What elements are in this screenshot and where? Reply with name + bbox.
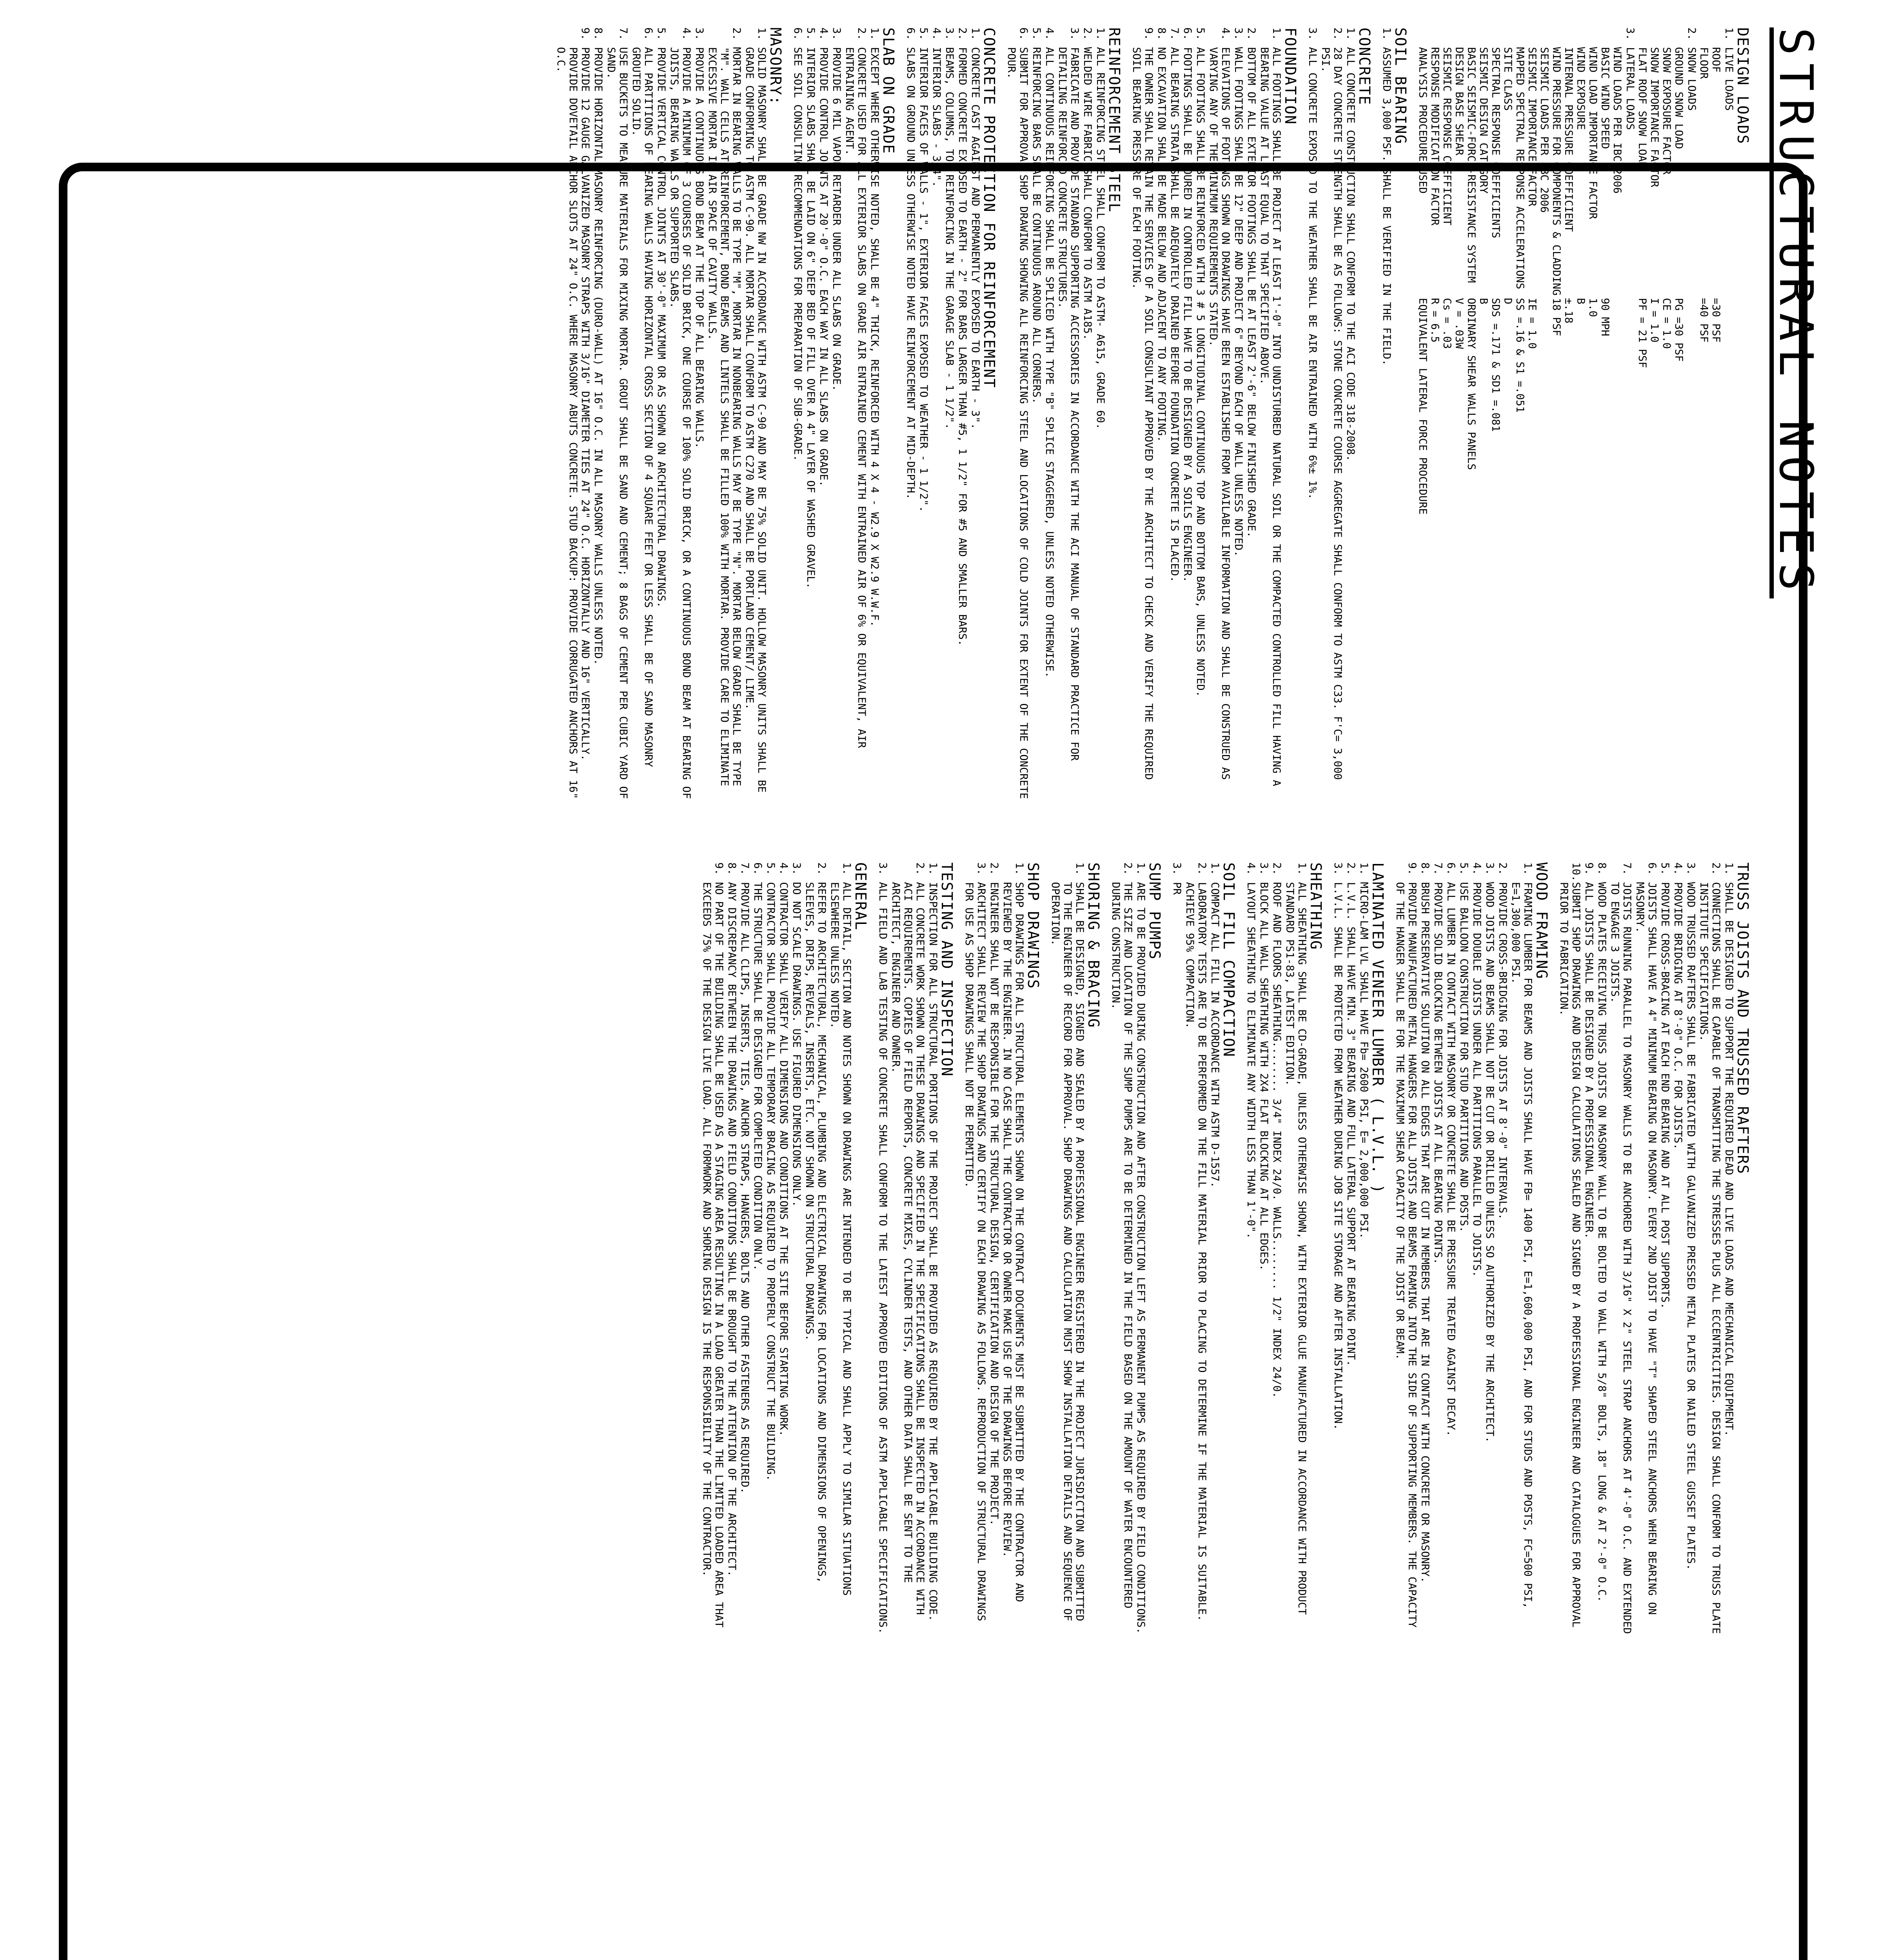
- note-item: 2. MORTAR IN BEARING WALLS TO BE TYPE "M", MORTAR IN NONBEARING WALLS MAY BE TYPE "N". MORTAR BELOW GRADE SHALL BE TYPE "M". WALL CELLS AT REINFORCEMENT, BOND BEAMS AND LINTELS SHALL BE FILLED 100% WITH MORTAR. PROVIDE CARE TO ELIMINATE EXCESSIVE MORTAR IN AIR SPACE OF CAVITY WALLS.: [706, 27, 743, 786]
- note-item: 1. MICRO-LAM LVL SHALL HAVE Fb= 2600 PSI, E= 2,000,000 PSI.: [1358, 862, 1370, 1239]
- section-design-loads: DESIGN LOADS 1. LIVE LOADS ROOF =30 PSF FLOOR =40 PSF 2. SNOW LOADS GROUND SNOW LOAD PG =30 PSF SNOW EXPOSURE FACTOR CE = 1.0 SNOW IMPORTANCE FACTOR I = 1.0 FLAT ROOF SNOW LOAD PF = 21 PSF 3. LATERAL LOADS WIND LOADS PER IBC 2006 BASIC WIND SPEED 90 MPH WIND LOAD IMPORTANCE FACTOR 1.0 WIND EXPOSURE B INTERNAL PRESSURE COEFFICIENT ±.18 WIND PRESSURE FOR COMPONENTS & CLADDING 18 PSF SEISMIC LOADS PER IBC 2006 SEISMIC IMPORTANCE FACTOR IE = 1.0 MAPPED SPECTRAL RESPONSE ACCELERATIONS SS =.16 & S1 =.051 SITE CLASS D SPECTRAL RESPONSE COEFFICIENTS SDS =.171 & SD1 =.081 SEISMIC DESIGN CATEGORY B BASIC SEISMIC-FORCE-RESISTANCE SYSTEM ORDINARY SHEAR WALLS PANELS DESIGN BASE SHEAR V = .03W SEISMIC RESPONSE COEFFICIENT Cs = .03 RESPONSE MODIFICATION FACTOR R = 6.5 ANALYSIS PROCEDURE USED EQUIVALENT LATERAL FORCE PROCEDURE: [1417, 27, 1749, 804]
- note-item: 4. LAYOUT SHEATHING TO ELIMINATE ANY WIDTH LESS THAN 1'-0".: [1245, 862, 1257, 1239]
- load-row: INTERNAL PRESSURE COEFFICIENT ±.18: [1562, 47, 1575, 324]
- section-concrete-protection: CONCRETE PROTECTION FOR REINFORCEMENT 1. CONCRETE CAST AGAINST AND PERMANENTLY EXPOSED TO EARTH - 3". 2. FORMED CONCRETE EXPOSED TO EARTH - 2" FOR BARS LARGER THAN #5, 1 1/2" FOR #5 AND SMALLER BARS. 3. BEAMS, COLUMNS, TOP REINFORCING IN THE GARAGE SLAB - 1 1/2". 4. INTERIOR SLABS - 3/4". 5. INTERIOR FACES OF WALLS - 1", EXTERIOR FACES EXPOSED TO WEATHER - 1 1/2". 6. SLABS ON GROUND UNLESS OTHERWISE NOTED HAVE REINFORCEMENT AT MID-DEPTH.: [905, 27, 995, 804]
- note-item: 3. PR: [1171, 862, 1183, 895]
- note-item: 6. SLABS ON GROUND UNLESS OTHERWISE NOTED HAVE REINFORCEMENT AT MID-DEPTH.: [905, 27, 917, 500]
- note-item: 1. EXCEPT WHERE OTHERWISE NOTED, SHALL BE 4" THICK, REINFORCED WITH 4 X 4 - W2.9 X W2.9 W.W.F.: [868, 27, 881, 627]
- load-row: BASIC WIND SPEED 90 MPH: [1599, 47, 1611, 336]
- note-item: 3. PROVIDE A CONTINUOUS BOND BEAM AT THE TOP OF ALL BEARING WALLS.: [693, 27, 705, 449]
- note-item: 3. BEAMS, COLUMNS, TOP REINFORCING IN THE GARAGE SLAB - 1 1/2".: [943, 27, 956, 430]
- note-item: 8. BRUSH PRESERVATIVE SOLUTION ON ALL EDGES THAT ARE CUT IN MEMBERS THAT ARE IN CONTACT WITH CONCRETE OR MASONRY.: [1419, 862, 1431, 1583]
- load-row: FLAT ROOF SNOW LOAD PF = 21 PSF: [1636, 47, 1648, 368]
- note-item: 5. INTERIOR FACES OF WALLS - 1", EXTERIOR FACES EXPOSED TO WEATHER - 1 1/2".: [917, 27, 930, 512]
- note-item: 1. ASSUMED 3,000 PSF. SHALL BE VERIFIED IN THE FIELD.: [1381, 27, 1393, 366]
- note-item: 8. PROVIDE HORIZONTAL MASONRY REINFORCING (DURO-WALL) AT 16" O.C. IN ALL MASONRY WALLS UNLESS NOTED.: [592, 27, 604, 665]
- load-row: BASIC SEISMIC-FORCE-RESISTANCE SYSTEM ORDINARY SHEAR WALLS PANELS: [1465, 47, 1477, 470]
- note-item: 6. SEE SOIL CONSULTING RECOMMENDATIONS FOR PREPARATION OF SUB-GRADE.: [792, 27, 804, 461]
- note-item: 2. REFER TO ARCHITECTURAL, MECHANICAL, PLUMBING AND ELECTRICAL DRAWINGS FOR LOCATIONS AND DIMENSIONS OF OPENINGS, SLEEVES, DRIPS, REVEALS, INSERTS, ETC. NOT SHOWN ON STRUCTURAL DRAWINGS.: [803, 862, 828, 1583]
- note-item: 3. WOOD JOISTS AND BEAMS SHALL NOT BE CUT OR DRILLED UNLESS SO AUTHORIZED BY THE ARCHITECT.: [1484, 862, 1496, 1443]
- load-row: SEISMIC IMPORTANCE FACTOR IE = 1.0: [1526, 47, 1538, 349]
- note-item: 9. ALL JOISTS SHALL BE DESIGNED BY A PROFESSIONAL ENGINEER.: [1583, 862, 1595, 1239]
- note-item: 6. ALL LUMBER IN CONTACT WITH MASONRY OR CONCRETE SHALL BE PRESSURE TREATED AGAINST DECAY.: [1445, 862, 1457, 1437]
- load-row: MAPPED SPECTRAL RESPONSE ACCELERATIONS SS =.16 & S1 =.051: [1514, 47, 1526, 413]
- note-item: 4. ALL CONTINUOUS REINFORCING SHALL BE SPLICED WITH TYPE "B" SPLICE STAGGERED, UNLESS NOTED OTHERWISE.: [1043, 27, 1055, 678]
- note-item: 4. PROVIDE CONTROL JOINTS AT 20'-0" O.C. EACH WAY IN ALL SLABS ON GRADE.: [817, 27, 830, 487]
- section-sheathing: SHEATHING 1. ALL SHEATHING SHALL BE CD-GRADE, UNLESS OTHERWISE SHOWN, WITH EXTERIOR GLUE MANUFACTURED IN ACCORDANCE WITH PRODUCT STANDARD PS1-83, LATEST EDITION. 2. ROOF AND FLOORS SHEATHING........ 3/4" INDEX 24/0. WALLS........ 1/2" INDEX 24/0. 3. BLOCK ALL WALL SHEATHING WITH 2X4 FLAT BLOCKING AT ALL EDGES. 4. LAYOUT SHEATHING TO ELIMINATE ANY WIDTH LESS THAN 1'-0".: [1245, 862, 1322, 1635]
- note-item: 1. ALL DETAIL, SECTION AND NOTES SHOWN ON DRAWINGS ARE INTENDED TO BE TYPICAL AND SHALL APPLY TO SIMILAR SITUATIONS ELSEWHERE UNLESS NOTED.: [828, 862, 853, 1596]
- section-lvl: LAMINATED VENEER LUMBER ( L.V.L. ) 1. MICRO-LAM LVL SHALL HAVE Fb= 2600 PSI, E= 2,000,000 PSI. 2. L.V.L. SHALL HAVE MIN. 3" BEARING AND FULL LATERAL SUPPORT AT BEARING POINT. 3. L.V.L. SHALL BE PROTECTED FROM WEATHER DURING JOB SITE STORAGE AND AFTER INSTALLATION.: [1332, 862, 1384, 1635]
- note-item: 1. SHALL BE DESIGNED TO SUPPORT THE REQUIRED DEAD AND LIVE LOADS AND MECHANICAL EQUIPMENT.: [1723, 862, 1735, 1437]
- load-row: ANALYSIS PROCEDURE USED EQUIVALENT LATERAL FORCE PROCEDURE: [1417, 47, 1429, 515]
- note-item: 2. ENGINEER SHALL NOT BE RESPONSIBLE FOR THE STRUCTURAL DESIGN, CERTIFICATION AND DESIGN OF THE PROJECT.: [988, 862, 1000, 1526]
- note-item: 1. INSPECTION FOR ALL STRUCTURAL PORTIONS OF THE PROJECT SHALL BE PROVIDED AS REQUIRED BY THE APPLICABLE BUILDING CODE.: [927, 862, 939, 1621]
- note-item: 1. FRAMING LUMBER FOR BEAMS AND JOISTS SHALL HAVE FB= 1400 PSI, E=1,600,000 PSI, AND FOR STUDS AND POSTS, FC=500 PSI, E=1,300,000 PSI.: [1510, 862, 1534, 1609]
- notes-column-left: [141, 27, 1749, 804]
- section-concrete: CONCRETE 1. ALL CONCRETE CONSTRUCTION SHALL CONFORM TO THE ACI CODE 318-2008. 2. 28 DAY CONCRETE STRENGTH SHALL BE AS FOLLOWS: STONE CONCRETE COURSE AGGREGATE SHALL CONFORM TO ASTM C33. F'C= 3,000 PSI. 3. ALL CONCRETE EXPOSED TO THE WEATHER SHALL BE AIR ENTRAINED WITH 6%± 1%.: [1306, 27, 1370, 804]
- note-item: 8. WOOD PLATES RECEIVING TRUSS JOISTS ON MASONRY WALL TO BE BOLTED TO WALL WITH 5/8" BOLTS, 18" LONG & AT 2'-0" O.C.: [1596, 862, 1608, 1602]
- note-item: 4. INTERIOR SLABS - 3/4".: [930, 27, 943, 187]
- note-item: 1. ALL REINFORCING STEEL SHALL CONFORM TO ASTM- A615, GRADE 60.: [1094, 27, 1106, 430]
- section-masonry: MASONRY: 1. SOLID MASONRY SHALL BE GRADE NW IN ACCORDANCE WITH ASTM C-90 AND MAY BE 75% SOLID UNIT. HOLLOW MASONRY UNITS SHALL BE GRADE CONFORMING TO ASTM C-90. ALL MORTAR SHALL CONFORM TO ASTM C270 AND SHALL BE PORTLAND CEMENT/ LIME. 2. MORTAR IN BEARING WALLS TO BE TYPE "M", MORTAR IN NONBEARING WALLS MAY BE TYPE "N". MORTAR BELOW GRADE SHALL BE TYPE "M". WALL CELLS AT REINFORCEMENT, BOND BEAMS AND LINTELS SHALL BE FILLED 100% WITH MORTAR. PROVIDE CARE TO ELIMINATE EXCESSIVE MORTAR IN AIR SPACE OF CAVITY WALLS. 3. PROVIDE A CONTINUOUS BOND BEAM AT THE TOP OF ALL BEARING WALLS. 4. PROVIDE A MINIMUM OF 3 COURSES OF SOLID BRICK, ONE COURSE OF 100% SOLID BRICK, OR A CONTINUOUS BOND BEAM AT BEARING OF JOISTS, BEARING WALLS OR SUPPORTED SLABS. 5. PROVIDE VERTICAL CONTROL JOINTS AT 30'-0" MAXIMUM OR AS SHOWN ON ARCHITECTURAL DRAWINGS. 6. ALL PARTITIONS OF BEARING WALLS HAVING HORIZONTAL CROSS SECTION OF 4 SQUARE FEET OR LESS SHALL BE OF SAND MASONRY GROUTED SOLID. 7. USE BUCKETS TO MEASURE MATERIALS FOR MIXING MORTAR. GROUT SHALL BE SAND AND CEMENT; 8 BAGS OF CEMENT PER CUBIC YARD OF SAND. 8. PROVIDE HORIZONTAL MASONRY REINFORCING (DURO-WALL) AT 16" O.C. IN ALL MASONRY WALLS UNLESS NOTED. 9. PROVIDE 12 GAUGE GALVANIZED MASONRY STRAPS WITH 3/16" DIAMETER TIES AT 24" O.C. HORIZONTALLY AND 16" VERTICALLY. PROVIDE DOVETAIL ANCHOR SLOTS AT 24" O.C. WHERE MASONRY ABUTS CONCRETE. STUD BACKUP: PROVIDE CORRUGATED ANCHORS AT 16" O.C.: [555, 27, 781, 804]
- note-item: 1. ALL FOOTINGS SHALL BE PROJECT AT LEAST 1'-0" INTO UNDISTURBED NATURAL SOIL OR THE COMPACTED CONTROLLED FILL HAVING A BEARING VALUE AT LEAST EQUAL TO THAT SPECIFIED ABOVE.: [1258, 27, 1283, 786]
- section-soil-fill: SOIL FILL COMPACTION 1. COMPACT ALL FILL IN ACCORDANCE WITH ASTM D-1557. 2. LABORATORY TESTS ARE TO BE PERFORMED ON THE FILL MATERIAL PRIOR TO PLACING TO DETERMINE IF THE MATERIAL IS SUITABLE. ACHIEVE 95% COMPACTION. 3. PR: [1171, 862, 1235, 1635]
- note-item: 4. PROVIDE A MINIMUM OF 3 COURSES OF SOLID BRICK, ONE COURSE OF 100% SOLID BRICK, OR A CONTINUOUS BOND BEAM AT BEARING OF JOISTS, BEARING WALLS OR SUPPORTED SLABS.: [668, 27, 692, 799]
- section-reinforcement: REINFORCEMENT STEEL 1. ALL REINFORCING STEEL SHALL CONFORM TO ASTM- A615, GRADE 60. 2. WELDED WIRE FABRIC SHALL CONFORM TO ASTM A185. 3. FABRICATE AND PROVIDE STANDARD SUPPORTING ACCESSORIES IN ACCORDANCE WITH THE ACI MANUAL OF STANDARD PRACTICE FOR DETAILING REINFORCED CONCRETE STRUCTURES. 4. ALL CONTINUOUS REINFORCING SHALL BE SPLICED WITH TYPE "B" SPLICE STAGGERED, UNLESS NOTED OTHERWISE. 5. REINFORCING BARS SHALL BE CONTINUOUS AROUND ALL CORNERS. 6. SUBMIT FOR APPROVAL SHOP DRAWING SHOWING ALL REINFORCING STEEL AND LOCATIONS OF COLD JOINTS FOR EXTENT OF THE CONCRETE POUR.: [1005, 27, 1120, 804]
- note-item: 3. WOOD TRUSSED RAFTERS SHALL BE FABRICATED WITH GALVANIZED PRESSED METAL PLATES OR NAILED STEEL GUSSET PLATES.: [1685, 862, 1697, 1570]
- note-item: 7. PROVIDE SOLID BLOCKING BETWEEN JOISTS AT ALL BEARING POINTS.: [1432, 862, 1444, 1265]
- note-item: 1. ARE TO BE PROVIDED DURING CONSTRUCTION AND AFTER CONSTRUCTION LEFT AS PERMANENT PUMPS AS REQUIRED BY FIELD CONDITIONS.: [1135, 862, 1147, 1634]
- load-row: WIND LOAD IMPORTANCE FACTOR 1.0: [1587, 47, 1599, 317]
- note-item: 5. USE BALLOON CONSTRUCTION FOR STUD PARTITIONS AND POSTS.: [1458, 862, 1470, 1233]
- note-item: 2. THE SIZE AND LOCATION OF THE SUMP PUMPS ARE TO BE DETERMINED IN THE FIELD BASED ON THE AMOUNT OF WATER ENCOUNTERED DURING CONSTRUCTION.: [1110, 862, 1134, 1609]
- note-item: 6. FOOTINGS SHALL BE POURED IN CONTROLLED FILL HAVE TO BE DESIGNED BY A SOILS ENGINEER.: [1181, 27, 1194, 583]
- note-item: 7. JOISTS RUNNING PARALLEL TO MASONRY WALLS TO BE ANCHORED WITH 3/16" X 2" STEEL STRAP ANCHORS AT 4'-0" O.C. AND EXTENDED TO ENGAGE 3 JOISTS.: [1609, 862, 1633, 1634]
- section-heading: DESIGN LOADS: [1734, 27, 1751, 145]
- note-item: 2. LABORATORY TESTS ARE TO BE PERFORMED ON THE FILL MATERIAL PRIOR TO PLACING TO DETERMINE IF THE MATERIAL IS SUITABLE. ACHIEVE 95% COMPACTION.: [1184, 862, 1208, 1621]
- note-item: 3. WALL FOOTINGS SHALL BE 12" DEEP AND PROJECT 6" BEYOND EACH OF WALL UNLESS NOTED.: [1232, 27, 1244, 557]
- section-wood-framing: WOOD FRAMING 1. FRAMING LUMBER FOR BEAMS AND JOISTS SHALL HAVE FB= 1400 PSI, E=1,600,000 PSI, AND FOR STUDS AND POSTS, FC=500 PSI, E=1,300,000 PSI. 2. PROVIDE CROSS-BRIDGING FOR JOISTS AT 8'-0" INTERVALS. 3. WOOD JOISTS AND BEAMS SHALL NOT BE CUT OR DRILLED UNLESS SO AUTHORIZED BY THE ARCHITECT. 4. PROVIDE DOUBLE JOISTS UNDER ALL PARTITIONS PARALLEL TO JOISTS. 5. USE BALLOON CONSTRUCTION FOR STUD PARTITIONS AND POSTS. 6. ALL LUMBER IN CONTACT WITH MASONRY OR CONCRETE SHALL BE PRESSURE TREATED AGAINST DECAY. 7. PROVIDE SOLID BLOCKING BETWEEN JOISTS AT ALL BEARING POINTS. 8. BRUSH PRESERVATIVE SOLUTION ON ALL EDGES THAT ARE CUT IN MEMBERS THAT ARE IN CONTACT WITH CONCRETE OR MASONRY. 9. PROVIDE MANUFACTURED METAL HANGERS FOR ALL JOISTS AND BEAMS FRAMING INTO THE SIDE OF SUPPORTING MEMBERS. THE CAPACITY OF THE HANGER SHALL BE FOR THE MAXIMUM SHEAR CAPACITY OF THE JOIST OR BEAM.: [1394, 862, 1548, 1635]
- note-item: 3. ALL CONCRETE EXPOSED TO THE WEATHER SHALL BE AIR ENTRAINED WITH 6%± 1%.: [1306, 27, 1319, 500]
- note-item: 9. NO PART OF THE BUILDING SHALL BE USED AS A STAGING AREA RESULTING IN A LOAD GREATER THAN THE LIMITED LOADED AREA THAT EXCEEDS 75% OF THE DESIGN LIVE LOAD. ALL FORMWORK AND SHORING DESIGN IS THE RESPONSIBILITY OF THE CONTRACTOR.: [701, 862, 725, 1628]
- note-item: 8. ANY DISCREPANCY BETWEEN THE DRAWINGS AND FIELD CONDITIONS SHALL BE BROUGHT TO THE ATTENTION OF THE ARCHITECT.: [726, 862, 738, 1577]
- note-item: 5. INTERIOR SLABS SHALL BE LAID ON 6" DEEP BED OF FILL OVER A 4" LAYER OF WASHED GRAVEL.: [805, 27, 817, 589]
- section-shoring: SHORING & BRACING 1. SHALL BE DESIGNED, SIGNED AND SEALED BY A PROFESSIONAL ENGINEER REGISTERED IN THE PROJECT JURISDICTION AND SUBMITTED TO THE ENGINEER OF RECORD FOR APPROVAL. SHOP DRAWINGS AND CALCULATION MUST SHOW INSTALLATION DETAILS AND SEQUENCE OF OPERATION.: [1049, 862, 1099, 1635]
- note-item: 8. NO EXCAVATION SHALL BE MADE BELOW AND ADJACENT TO ANY FOOTING.: [1155, 27, 1168, 442]
- note-item: 2. L.V.L. SHALL HAVE MIN. 3" BEARING AND FULL LATERAL SUPPORT AT BEARING POINT.: [1345, 862, 1357, 1367]
- load-row: SNOW IMPORTANCE FACTOR I = 1.0: [1648, 47, 1660, 343]
- note-item: 2. WELDED WIRE FABRIC SHALL CONFORM TO ASTM A185.: [1081, 27, 1094, 340]
- note-item: 1. ALL SHEATHING SHALL BE CD-GRADE, UNLESS OTHERWISE SHOWN, WITH EXTERIOR GLUE MANUFACTURED IN ACCORDANCE WITH PRODUCT STANDARD PS1-83, LATEST EDITION.: [1284, 862, 1308, 1615]
- note-item: 1. CONCRETE CAST AGAINST AND PERMANENTLY EXPOSED TO EARTH - 3".: [969, 27, 981, 430]
- load-row: WIND PRESSURE FOR COMPONENTS & CLADDING 18 PSF: [1550, 47, 1562, 336]
- note-item: 2. FORMED CONCRETE EXPOSED TO EARTH - 2" FOR BARS LARGER THAN #5, 1 1/2" FOR #5 AND SMALLER BARS.: [956, 27, 968, 646]
- note-item: 5. PROVIDE CROSS-BRACING AT EACH END BEARING AND AT ALL POST SUPPORTS.: [1659, 862, 1671, 1309]
- note-item: 3. ARCHITECT SHALL REVIEW THE SHOP DRAWINGS AND CERTIFY ON EACH DRAWING AS FOLLOWS. REPRODUCTION OF STRUCTURAL DRAWINGS FOR USE AS SHOP DRAWINGS SHALL NOT BE PERMITTED.: [963, 862, 987, 1621]
- note-item: 9. PROVIDE MANUFACTURED METAL HANGERS FOR ALL JOISTS AND BEAMS FRAMING INTO THE SIDE OF SUPPORTING MEMBERS. THE CAPACITY OF THE HANGER SHALL BE FOR THE MAXIMUM SHEAR CAPACITY OF THE JOIST OR BEAM.: [1394, 862, 1418, 1628]
- load-row: SNOW EXPOSURE FACTOR CE = 1.0: [1660, 47, 1673, 349]
- section-foundation: FOUNDATION 1. ALL FOOTINGS SHALL BE PROJECT AT LEAST 1'-0" INTO UNDISTURBED NATURAL SOIL OR THE COMPACTED CONTROLLED FILL HAVING A BEARING VALUE AT LEAST EQUAL TO THAT SPECIFIED ABOVE. 2. BOTTOM OF ALL EXTERIOR FOOTINGS SHALL BE AT LEAST 2'-6" BELOW FINISHED GRADE. 3. WALL FOOTINGS SHALL BE 12" DEEP AND PROJECT 6" BEYOND EACH OF WALL UNLESS NOTED. 4. ELEVATIONS OF FOOTINGS SHOWN ON DRAWINGS HAVE BEEN ESTABLISHED FROM AVAILABLE INFORMATION AND SHALL BE CONSTRUED AS VARYING ANY OF THE MINIMUM REQUIREMENTS STATED. 5. ALL FOOTINGS SHALL BE REINFORCED WITH 3 # 5 LONGITUDINAL CONTINUOUS TOP AND BOTTOM BARS, UNLESS NOTED. 6. FOOTINGS SHALL BE POURED IN CONTROLLED FILL HAVE TO BE DESIGNED BY A SOILS ENGINEER. 7. ALL BEARING STRATA SHALL BE ADEQUATELY DRAINED BEFORE FOUNDATION CONCRETE IS PLACED. 8. NO EXCAVATION SHALL BE MADE BELOW AND ADJACENT TO ANY FOOTING. 9. THE OWNER SHALL RETAIN THE SERVICES OF A SOIL CONSULTANT APPROVED BY THE ARCHITECT TO CHECK AND VERIFY THE REQUIRED SOIL BEARING PRESSURE OF EACH FOOTING.: [1130, 27, 1296, 804]
- note-item: 9. PROVIDE 12 GAUGE GALVANIZED MASONRY STRAPS WITH 3/16" DIAMETER TIES AT 24" O.C. HORIZONTALLY AND 16" VERTICALLY. PROVIDE DOVETAIL ANCHOR SLOTS AT 24" O.C. WHERE MASONRY ABUTS CONCRETE. STUD BACKUP: PROVIDE CORRUGATED ANCHORS AT 16" O.C.: [555, 27, 591, 799]
- note-item: 2. CONCRETE USED FOR ALL EXTERIOR SLABS ON GRADE AIR ENTRAINED CEMENT WITH ENTRAINED AIR OF 6% OR EQUIVALENT, AIR ENTRAINING AGENT.: [843, 27, 868, 748]
- note-item: 3. L.V.L. SHALL BE PROTECTED FROM WEATHER DURING JOB SITE STORAGE AND AFTER INSTALLATION.: [1332, 862, 1344, 1430]
- note-item: 1. SHOP DRAWINGS FOR ALL STRUCTURAL ELEMENTS SHOWN ON THE CONTRACT DOCUMENTS MUST BE SUBMITTED BY THE CONTRACTOR AND REVIEWED BY THE ENGINEER. IN NO CASE SHALL THE CONTRACTOR OR OWNER MAKE USE OF THE DRAWINGS BEFORE REVIEW.: [1001, 862, 1025, 1602]
- note-item: 1. SOLID MASONRY SHALL BE GRADE NW IN ACCORDANCE WITH ASTM C-90 AND MAY BE 75% SOLID UNIT. HOLLOW MASONRY UNITS SHALL BE GRADE CONFORMING TO ASTM C-90. ALL MORTAR SHALL CONFORM TO ASTM C270 AND SHALL BE PORTLAND CEMENT/ LIME.: [743, 27, 768, 793]
- load-row: WIND EXPOSURE B: [1575, 47, 1587, 305]
- section-truss: TRUSS JOISTS AND TRUSSED RAFTERS 1. SHALL BE DESIGNED TO SUPPORT THE REQUIRED DEAD AND LIVE LOADS AND MECHANICAL EQUIPMENT. 2. CONNECTIONS SHALL BE CAPABLE OF TRANSMITTING THE STRESSES PLUS ALL ECCENTRICITIES. DESIGN SHALL CONFORM TO TRUSS PLATE INSTITUTE SPECIFICATIONS. 3. WOOD TRUSSED RAFTERS SHALL BE FABRICATED WITH GALVANIZED PRESSED METAL PLATES OR NAILED STEEL GUSSET PLATES. 4. PROVIDE BRIDGING AT 8'-0" O.C. FOR JOISTS. 5. PROVIDE CROSS-BRACING AT EACH END BEARING AND AT ALL POST SUPPORTS. 6. JOISTS SHALL HAVE A 4" MINIMUM BEARING ON MASONRY. EVERY 2ND JOIST TO HAVE "T" SHAPED STEEL ANCHORS WHEN BEARING ON MASONRY. 7. JOISTS RUNNING PARALLEL TO MASONRY WALLS TO BE ANCHORED WITH 3/16" X 2" STEEL STRAP ANCHORS AT 4'-0" O.C. AND EXTENDED TO ENGAGE 3 JOISTS. 8. WOOD PLATES RECEIVING TRUSS JOISTS ON MASONRY WALL TO BE BOLTED TO WALL WITH 5/8" BOLTS, 18" LONG & AT 2'-0" O.C. 9. ALL JOISTS SHALL BE DESIGNED BY A PROFESSIONAL ENGINEER. 10. SUBMIT SHOP DRAWINGS AND DESIGN CALCULATIONS SEALED AND SIGNED BY A PROFESSIONAL ENGINEER AND CATALOGUES FOR APPROVAL PRIOR TO FABRICATION.: [1558, 862, 1749, 1635]
- section-soil-bearing: SOIL BEARING 1. ASSUMED 3,000 PSF. SHALL BE VERIFIED IN THE FIELD.: [1381, 27, 1406, 804]
- note-item: 2. ALL CONCRETE WORK SHOWN ON THESE DRAWINGS AND SPECIFIED IN THE SPECIFICATIONS SHALL BE INSPECTED IN ACCORDANCE WITH ACI REQUIREMENTS. COPIES OF FIELD REPORTS, CONCRETE MIXES, CYLINDER TESTS, AND OTHER DATA SHALL BE SENT TO THE ARCHITECT, ENGINEER AND OWNER.: [890, 862, 926, 1615]
- load-row: SITE CLASS D: [1502, 47, 1514, 305]
- note-item: 6. ALL PARTITIONS OF BEARING WALLS HAVING HORIZONTAL CROSS SECTION OF 4 SQUARE FEET OR LESS SHALL BE OF SAND MASONRY GROUTED SOLID.: [630, 27, 654, 767]
- load-row: SEISMIC DESIGN CATEGORY B: [1477, 47, 1490, 305]
- note-item: 3. FABRICATE AND PROVIDE STANDARD SUPPORTING ACCESSORIES IN ACCORDANCE WITH THE ACI MANUAL OF STANDARD PRACTICE FOR DETAILING REINFORCED CONCRETE STRUCTURES.: [1056, 27, 1081, 761]
- section-general: GENERAL 1. ALL DETAIL, SECTION AND NOTES SHOWN ON DRAWINGS ARE INTENDED TO BE TYPICAL AND SHALL APPLY TO SIMILAR SITUATIONS ELSEWHERE UNLESS NOTED. 2. REFER TO ARCHITECTURAL, MECHANICAL, PLUMBING AND ELECTRICAL DRAWINGS FOR LOCATIONS AND DIMENSIONS OF OPENINGS, SLEEVES, DRIPS, REVEALS, INSERTS, ETC. NOT SHOWN ON STRUCTURAL DRAWINGS. 3. DO NOT SCALE DRAWINGS. USE FIGURED DIMENSIONS ONLY. 4. CONTRACTOR SHALL VERIFY ALL DIMENSIONS AND CONDITIONS AT THE SITE BEFORE STARTING WORK. 5. CONTRACTOR SHALL PROVIDE ALL TEMPORARY BRACING AS REQUIRED TO PROPERLY CONSTRUCT THE BUILDING. 6. THE STRUCTURE SHALL BE DESIGNED FOR COMPLETED CONDITION ONLY. 7. PROVIDE ALL CLIPS, INSERTS, TIES, ANCHOR STRAPS, HANGERS, BOLTS AND OTHER FASTENERS AS REQUIRED. 8. ANY DISCREPANCY BETWEEN THE DRAWINGS AND FIELD CONDITIONS SHALL BE BROUGHT TO THE ATTENTION OF THE ARCHITECT. 9. NO PART OF THE BUILDING SHALL BE USED AS A STAGING AREA RESULTING IN A LOAD GREATER THAN THE LIMITED LOADED AREA THAT EXCEEDS 75% OF THE DESIGN LIVE LOAD. ALL FORMWORK AND SHORING DESIGN IS THE RESPONSIBILITY OF THE CONTRACTOR.: [701, 862, 867, 1635]
- note-item: 3. BLOCK ALL WALL SHEATHING WITH 2X4 FLAT BLOCKING AT ALL EDGES.: [1258, 862, 1270, 1271]
- note-item: 2. PROVIDE CROSS-BRIDGING FOR JOISTS AT 8'-0" INTERVALS.: [1497, 862, 1509, 1220]
- note-item: 5. PROVIDE VERTICAL CONTROL JOINTS AT 30'-0" MAXIMUM OR AS SHOWN ON ARCHITECTURAL DRAWINGS.: [655, 27, 667, 608]
- note-item: 3. ALL FIELD AND LAB TESTING OF CONCRETE SHALL CONFORM TO THE LATEST APPROVED EDITIONS OF ASTM APPLICABLE SPECIFICATIONS.: [877, 862, 889, 1634]
- note-item: 2. ROOF AND FLOORS SHEATHING........ 3/4" INDEX 24/0. WALLS........ 1/2" INDEX 24/0.: [1271, 862, 1283, 1398]
- structural-notes-panel: [137, 27, 1823, 1635]
- section-testing: TESTING AND INSPECTION 1. INSPECTION FOR ALL STRUCTURAL PORTIONS OF THE PROJECT SHALL BE PROVIDED AS REQUIRED BY THE APPLICABLE BUILDING CODE. 2. ALL CONCRETE WORK SHOWN ON THESE DRAWINGS AND SPECIFIED IN THE SPECIFICATIONS SHALL BE INSPECTED IN ACCORDANCE WITH ACI REQUIREMENTS. COPIES OF FIELD REPORTS, CONCRETE MIXES, CYLINDER TESTS, AND OTHER DATA SHALL BE SENT TO THE ARCHITECT, ENGINEER AND OWNER. 3. ALL FIELD AND LAB TESTING OF CONCRETE SHALL CONFORM TO THE LATEST APPROVED EDITIONS OF ASTM APPLICABLE SPECIFICATIONS.: [877, 862, 953, 1635]
- note-item: 6. THE STRUCTURE SHALL BE DESIGNED FOR COMPLETED CONDITION ONLY.: [752, 862, 764, 1271]
- note-item: 6. SUBMIT FOR APPROVAL SHOP DRAWING SHOWING ALL REINFORCING STEEL AND LOCATIONS OF COLD JOINTS FOR EXTENT OF THE CONCRETE POUR.: [1005, 27, 1030, 799]
- note-item: 9. THE OWNER SHALL RETAIN THE SERVICES OF A SOIL CONSULTANT APPROVED BY THE ARCHITECT TO CHECK AND VERIFY THE REQUIRED SOIL BEARING PRESSURE OF EACH FOOTING.: [1130, 27, 1155, 780]
- note-item: 2. BOTTOM OF ALL EXTERIOR FOOTINGS SHALL BE AT LEAST 2'-6" BELOW FINISHED GRADE.: [1245, 27, 1257, 538]
- section-shop-drawings: SHOP DRAWINGS 1. SHOP DRAWINGS FOR ALL STRUCTURAL ELEMENTS SHOWN ON THE CONTRACT DOCUMENTS MUST BE SUBMITTED BY THE CONTRACTOR AND REVIEWED BY THE ENGINEER. IN NO CASE SHALL THE CONTRACTOR OR OWNER MAKE USE OF THE DRAWINGS BEFORE REVIEW. 2. ENGINEER SHALL NOT BE RESPONSIBLE FOR THE STRUCTURAL DESIGN, CERTIFICATION AND DESIGN OF THE PROJECT. 3. ARCHITECT SHALL REVIEW THE SHOP DRAWINGS AND CERTIFY ON EACH DRAWING AS FOLLOWS. REPRODUCTION OF STRUCTURAL DRAWINGS FOR USE AS SHOP DRAWINGS SHALL NOT BE PERMITTED.: [963, 862, 1039, 1635]
- note-item: 2. 28 DAY CONCRETE STRENGTH SHALL BE AS FOLLOWS: STONE CONCRETE COURSE AGGREGATE SHALL CONFORM TO ASTM C33. F'C= 3,000 PSI.: [1319, 27, 1344, 780]
- note-item: 1. ALL CONCRETE CONSTRUCTION SHALL CONFORM TO THE ACI CODE 318-2008.: [1344, 27, 1357, 461]
- note-item: 5. REINFORCING BARS SHALL BE CONTINUOUS AROUND ALL CORNERS.: [1030, 27, 1043, 404]
- note-item: 3. PROVIDE 6 MIL VAPOR RETARDER UNDER ALL SLABS ON GRADE.: [830, 27, 843, 391]
- note-item: 6. JOISTS SHALL HAVE A 4" MINIMUM BEARING ON MASONRY. EVERY 2ND JOIST TO HAVE "T" SHAPED STEEL ANCHORS WHEN BEARING ON MASONRY.: [1634, 862, 1658, 1615]
- note-item: 5. CONTRACTOR SHALL PROVIDE ALL TEMPORARY BRACING AS REQUIRED TO PROPERLY CONSTRUCT THE BUILDING.: [765, 862, 777, 1481]
- note-item: 3. DO NOT SCALE DRAWINGS. USE FIGURED DIMENSIONS ONLY.: [790, 862, 803, 1207]
- load-row: DESIGN BASE SHEAR V = .03W: [1453, 47, 1465, 349]
- note-item: 5. ALL FOOTINGS SHALL BE REINFORCED WITH 3 # 5 LONGITUDINAL CONTINUOUS TOP AND BOTTOM BARS, UNLESS NOTED.: [1194, 27, 1206, 697]
- section-slab-on-grade: SLAB ON GRADE 1. EXCEPT WHERE OTHERWISE NOTED, SHALL BE 4" THICK, REINFORCED WITH 4 X 4 - W2.9 X W2.9 W.W.F. 2. CONCRETE USED FOR ALL EXTERIOR SLABS ON GRADE AIR ENTRAINED CEMENT WITH ENTRAINED AIR OF 6% OR EQUIVALENT, AIR ENTRAINING AGENT. 3. PROVIDE 6 MIL VAPOR RETARDER UNDER ALL SLABS ON GRADE. 4. PROVIDE CONTROL JOINTS AT 20'-0" O.C. EACH WAY IN ALL SLABS ON GRADE. 5. INTERIOR SLABS SHALL BE LAID ON 6" DEEP BED OF FILL OVER A 4" LAYER OF WASHED GRAVEL. 6. SEE SOIL CONSULTING RECOMMENDATIONS FOR PREPARATION OF SUB-GRADE.: [792, 27, 894, 804]
- section-sump-pumps: SUMP PUMPS 1. ARE TO BE PROVIDED DURING CONSTRUCTION AND AFTER CONSTRUCTION LEFT AS PERMANENT PUMPS AS REQUIRED BY FIELD CONDITIONS. 2. THE SIZE AND LOCATION OF THE SUMP PUMPS ARE TO BE DETERMINED IN THE FIELD BASED ON THE AMOUNT OF WATER ENCOUNTERED DURING CONSTRUCTION.: [1110, 862, 1161, 1635]
- load-row: SPECTRAL RESPONSE COEFFICIENTS SDS =.171 & SD1 =.081: [1490, 47, 1502, 432]
- note-item: 1. SHALL BE DESIGNED, SIGNED AND SEALED BY A PROFESSIONAL ENGINEER REGISTERED IN THE PROJECT JURISDICTION AND SUBMITTED TO THE ENGINEER OF RECORD FOR APPROVAL. SHOP DRAWINGS AND CALCULATION MUST SHOW INSTALLATION DETAILS AND SEQUENCE OF OPERATION.: [1049, 862, 1086, 1621]
- notes-column-right: [141, 862, 1749, 1635]
- load-row: RESPONSE MODIFICATION FACTOR R = 6.5: [1429, 47, 1441, 343]
- note-item: 4. CONTRACTOR SHALL VERIFY ALL DIMENSIONS AND CONDITIONS AT THE SITE BEFORE STARTING WORK.: [778, 862, 790, 1437]
- note-item: 4. PROVIDE BRIDGING AT 8'-0" O.C. FOR JOISTS.: [1672, 862, 1684, 1150]
- notes-title: STRUCTURAL NOTES: [1769, 27, 1823, 599]
- note-item: 7. PROVIDE ALL CLIPS, INSERTS, TIES, ANCHOR STRAPS, HANGERS, BOLTS AND OTHER FASTENERS AS REQUIRED.: [739, 862, 751, 1494]
- load-row: SEISMIC RESPONSE COEFFICIENT Cs = .03: [1441, 47, 1453, 349]
- load-row: GROUND SNOW LOAD PG =30 PSF: [1673, 47, 1685, 362]
- note-item: 2. CONNECTIONS SHALL BE CAPABLE OF TRANSMITTING THE STRESSES PLUS ALL ECCENTRICITIES. DESIGN SHALL CONFORM TO TRUSS PLATE INSTITUTE SPECIFICATIONS.: [1698, 862, 1722, 1634]
- note-item: 4. PROVIDE DOUBLE JOISTS UNDER ALL PARTITIONS PARALLEL TO JOISTS.: [1471, 862, 1483, 1277]
- note-item: 7. ALL BEARING STRATA SHALL BE ADEQUATELY DRAINED BEFORE FOUNDATION CONCRETE IS PLACED.: [1168, 27, 1181, 583]
- note-item: 4. ELEVATIONS OF FOOTINGS SHOWN ON DRAWINGS HAVE BEEN ESTABLISHED FROM AVAILABLE INFORMATION AND SHALL BE CONSTRUED AS VARYING ANY OF THE MINIMUM REQUIREMENTS STATED.: [1207, 27, 1232, 780]
- note-item: 7. USE BUCKETS TO MEASURE MATERIALS FOR MIXING MORTAR. GROUT SHALL BE SAND AND CEMENT; 8 BAGS OF CEMENT PER CUBIC YARD OF SAND.: [605, 27, 629, 799]
- note-item: 10. SUBMIT SHOP DRAWINGS AND DESIGN CALCULATIONS SEALED AND SIGNED BY A PROFESSIONAL ENGINEER AND CATALOGUES FOR APPROVAL PRIOR TO FABRICATION.: [1558, 862, 1582, 1628]
- note-item: 1. COMPACT ALL FILL IN ACCORDANCE WITH ASTM D-1557.: [1209, 862, 1221, 1188]
